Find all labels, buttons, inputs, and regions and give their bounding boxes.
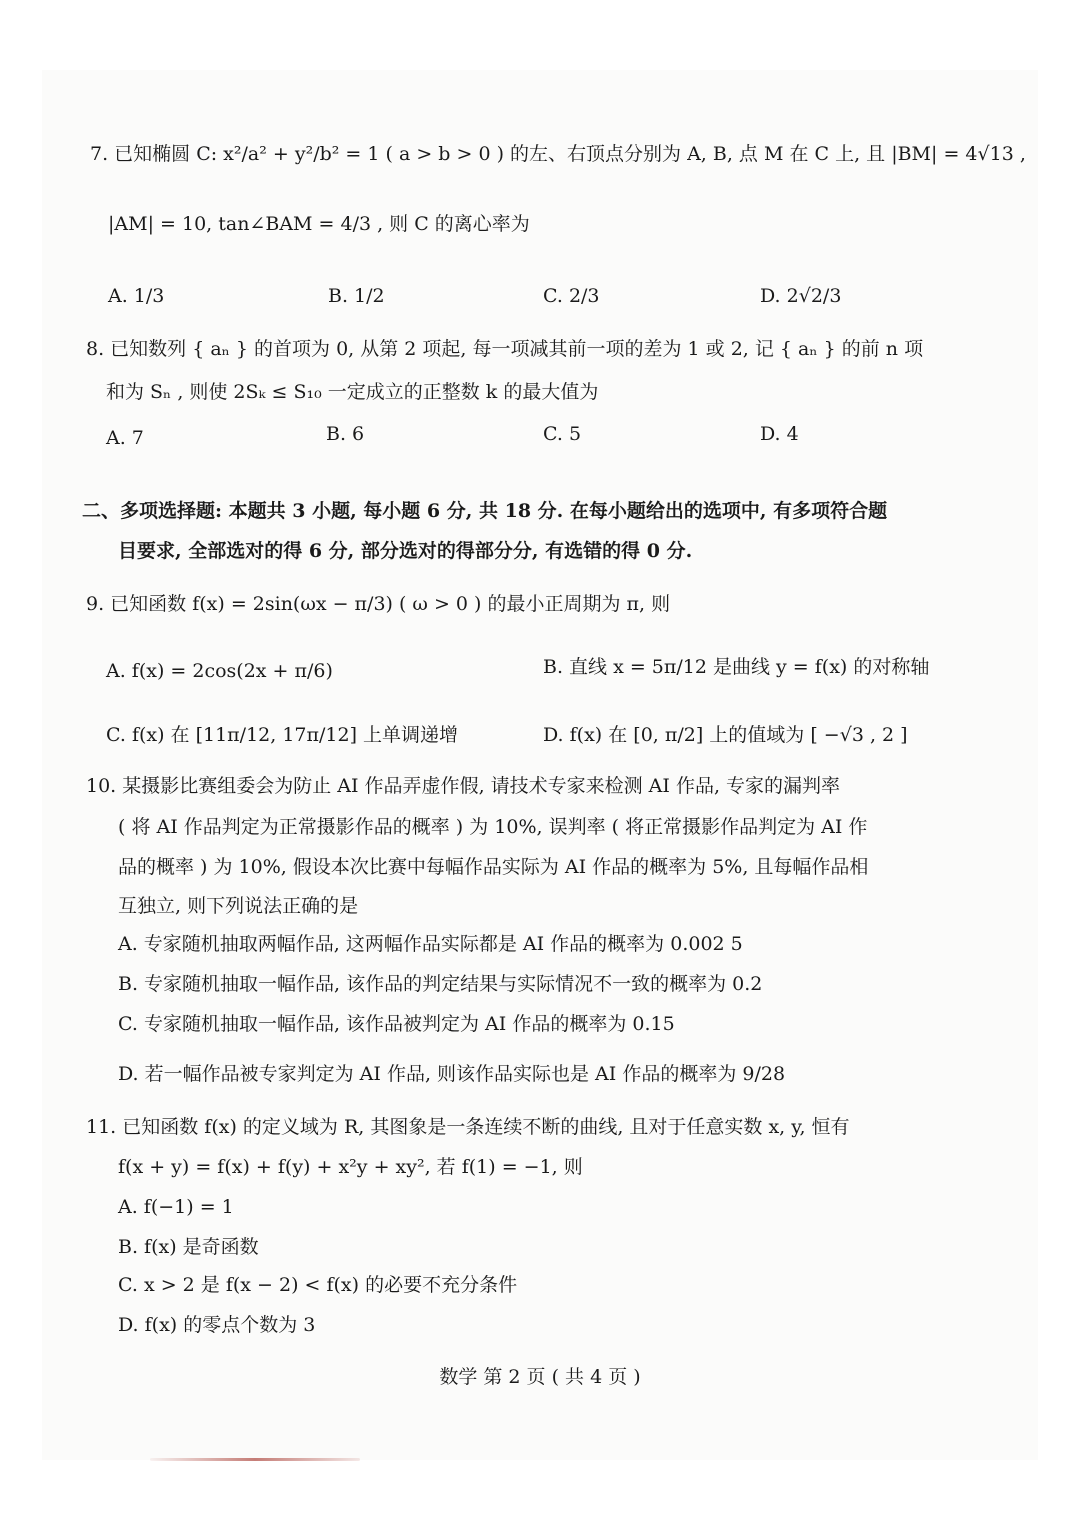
q7-stem-line1: 7. 已知椭圆 C: x²/a² + y²/b² = 1 ( a > b > 0 ) 的左、右顶点分别为 A, B, 点 M 在 C 上, 且 |BM| = 4√13 , [90, 143, 1026, 165]
q7-stem-line2: |AM| = 10, tan∠BAM = 4/3 , 则 C 的离心率为 [108, 213, 530, 235]
q11-option-c: C. x > 2 是 f(x − 2) < f(x) 的必要不充分条件 [118, 1274, 518, 1296]
q8-option-c: C. 5 [543, 423, 582, 445]
q8-option-b: B. 6 [326, 423, 365, 445]
scan-mark [150, 1458, 360, 1461]
q10-stem-line3: 品的概率 ) 为 10%, 假设本次比赛中每幅作品实际为 AI 作品的概率为 5%, 且每幅作品相 [118, 856, 869, 878]
q8-option-a: A. 7 [106, 427, 144, 449]
q10-option-a: A. 专家随机抽取两幅作品, 这两幅作品实际都是 AI 作品的概率为 0.002 5 [118, 933, 743, 955]
q10-stem-line1: 10. 某摄影比赛组委会为防止 AI 作品弄虚作假, 请技术专家来检测 AI 作品, 专家的漏判率 [86, 775, 841, 797]
q11-stem-line2: f(x + y) = f(x) + f(y) + x²y + xy², 若 f(1) = −1, 则 [118, 1156, 583, 1178]
q9-option-a: A. f(x) = 2cos(2x + π/6) [106, 660, 333, 682]
q11-stem-line1: 11. 已知函数 f(x) 的定义域为 R, 其图象是一条连续不断的曲线, 且对于任意实数 x, y, 恒有 [86, 1116, 850, 1138]
q7-option-c: C. 2/3 [543, 285, 600, 307]
q7-option-a: A. 1/3 [108, 285, 165, 307]
q9-stem: 9. 已知函数 f(x) = 2sin(ωx − π/3) ( ω > 0 ) 的最小正周期为 π, 则 [86, 593, 671, 615]
section2-heading-line2: 目要求, 全部选对的得 6 分, 部分选对的得部分分, 有选错的得 0 分. [118, 540, 693, 562]
page-footer: 数学 第 2 页 ( 共 4 页 ) [439, 1366, 641, 1388]
q10-stem-line2: ( 将 AI 作品判定为正常摄影作品的概率 ) 为 10%, 误判率 ( 将正常摄影作品判定为 AI 作 [118, 816, 868, 838]
section2-heading-line1: 二、多项选择题: 本题共 3 小题, 每小题 6 分, 共 18 分. 在每小题给出的选项中, 有多项符合题 [82, 500, 888, 522]
q10-option-d: D. 若一幅作品被专家判定为 AI 作品, 则该作品实际也是 AI 作品的概率为 9/28 [118, 1063, 786, 1085]
q10-stem-line4: 互独立, 则下列说法正确的是 [118, 895, 359, 917]
q8-stem-line1: 8. 已知数列 { aₙ } 的首项为 0, 从第 2 项起, 每一项减其前一项的差为 1 或 2, 记 { aₙ } 的前 n 项 [86, 338, 924, 360]
q8-stem-line2: 和为 Sₙ , 则使 2Sₖ ≤ S₁₀ 一定成立的正整数 k 的最大值为 [106, 381, 599, 403]
q9-option-b: B. 直线 x = 5π/12 是曲线 y = f(x) 的对称轴 [543, 656, 930, 678]
q9-option-d: D. f(x) 在 [0, π/2] 上的值域为 [ −√3 , 2 ] [543, 724, 908, 746]
q9-option-c: C. f(x) 在 [11π/12, 17π/12] 上单调递增 [106, 724, 459, 746]
q11-option-a: A. f(−1) = 1 [118, 1196, 234, 1218]
q7-option-b: B. 1/2 [328, 285, 385, 307]
q11-option-b: B. f(x) 是奇函数 [118, 1236, 259, 1258]
q11-option-d: D. f(x) 的零点个数为 3 [118, 1314, 316, 1336]
q10-option-b: B. 专家随机抽取一幅作品, 该作品的判定结果与实际情况不一致的概率为 0.2 [118, 973, 763, 995]
q7-option-d: D. 2√2/3 [760, 285, 842, 307]
q8-option-d: D. 4 [760, 423, 799, 445]
q10-option-c: C. 专家随机抽取一幅作品, 该作品被判定为 AI 作品的概率为 0.15 [118, 1013, 675, 1035]
